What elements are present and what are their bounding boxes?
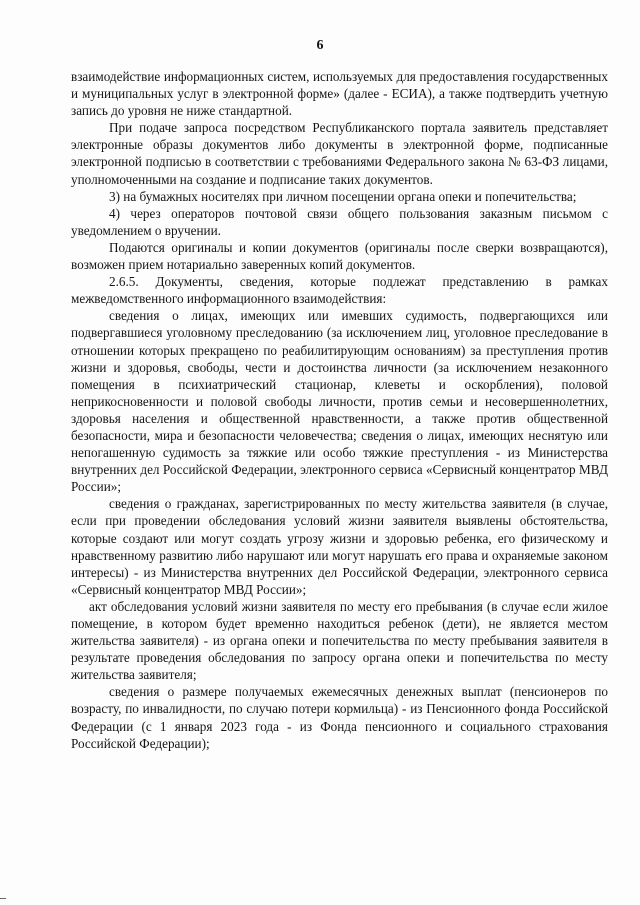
- paragraph-paper-media: 3) на бумажных носителях при личном посещении органа опеки и попечительства;: [109, 188, 577, 204]
- paragraph-pension-payments: сведения о размере получаемых ежемесячных денежных выплат (пенсионеров по возрасту, по инвалидности, по случаю потери кормильца) - из Пенсионного фонда Российской Федерации (с 1 января 2023 года - из Фонда пенсионного и социального страхования Российской Федерации);: [71, 684, 608, 751]
- paragraph-portal-submission: При подаче запроса посредством Республиканского портала заявитель представляет электронные образы документов либо документы в электронной форме, подписанные электронной подписью в соответствии с требованиями Федерального закона № 63-ФЗ лицами, уполномоченными на создание и подписание таких документов.: [71, 120, 608, 187]
- paragraph-criminal-records: сведения о лицах, имеющих или имевших судимость, подвергающихся или подвергавшиеся уголовному преследованию (за исключением лиц, уголовное преследование в отношении которых прекращено по реабилитирующим основаниям) за преступления против жизни и здоровья, свободы, чести и достоинства личности (за исключением незаконного помещения в психиатрический стационар, клеветы и оскорбления), половой неприкосновенности и половой свободы личности, против семьи и несовершеннолетних, здоровья населения и общественной нравственности, а также против общественной безопасности, мира и безопасности человечества; сведения о лицах, имеющих неснятую или непогашенную судимость за тяжкие или особо тяжкие преступления - из Министерства внутренних дел Российской Федерации, электронного сервиса «Сервисный концентратор МВД России»;: [71, 308, 608, 495]
- scan-mark: [0, 898, 6, 899]
- paragraph-esia-continuation: взаимодействие информационных систем, используемых для предоставления государственных и муниципальных услуг в электронной форме» (далее - ЕСИА), а также подтвердить учетную запись до уровня не ниже стандартной.: [71, 69, 608, 119]
- paragraph-2-6-5: 2.6.5. Документы, сведения, которые подлежат представлению в рамках межведомственного информационного взаимодействия:: [71, 274, 608, 307]
- paragraph-originals-copies: Подаются оригиналы и копии документов (оригиналы после сверки возвращаются), возможен прием нотариально заверенных копий документов.: [71, 239, 608, 273]
- paragraph-inspection-act: акт обследования условий жизни заявителя по месту его пребывания (в случае если жилое помещение, в котором будет временно находиться ребенок (дети), не является местом жительства заявителя) - из органа опеки и попечительства по месту пребывания заявителя в результате проведения обследования по запросу органа опеки и попечительства по месту жительства заявителя;: [71, 598, 608, 683]
- document-body: [71, 68, 608, 752]
- paragraph-registered-citizens: сведения о гражданах, зарегистрированных по месту жительства заявителя (в случае, если при проведении обследования условий жизни заявителя выявлены обстоятельства, которые создают или могут создать угрозу жизни и здоровью ребенка, его физическому и нравственному развитию либо нарушают или могут нарушать его права и охраняемые законом интересы) - из Министерства внутренних дел Российской Федерации, электронного сервиса «Сервисный концентратор МВД России»;: [71, 496, 608, 597]
- paragraph-postal-operators: 4) через операторов почтовой связи общего пользования заказным письмом с уведомлением о вручении.: [71, 205, 608, 238]
- page-number: 6: [316, 38, 324, 53]
